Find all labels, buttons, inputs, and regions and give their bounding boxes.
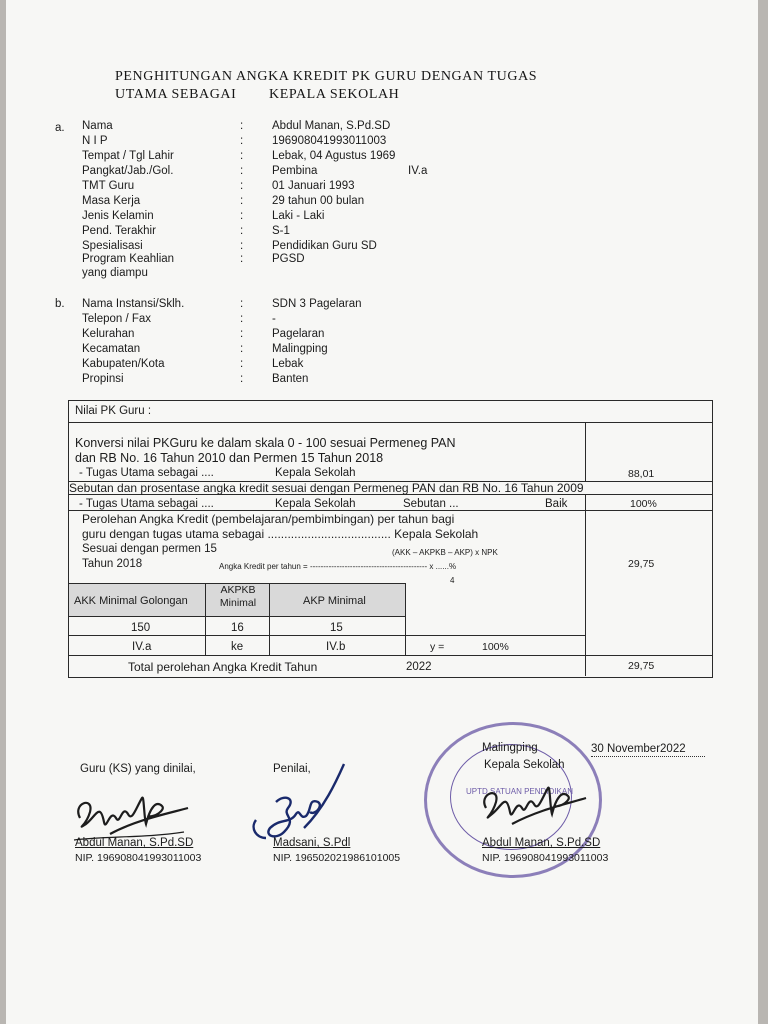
field-colon: :: [240, 165, 244, 177]
field-value: PGSD: [272, 253, 305, 265]
total-year: 2022: [406, 661, 432, 673]
field-label: Telepon / Fax: [82, 313, 152, 325]
field-label: Kabupaten/Kota: [82, 358, 165, 370]
field-value: Banten: [272, 373, 309, 385]
section-a-marker: a.: [55, 122, 65, 134]
field-value: 29 tahun 00 bulan: [272, 195, 365, 207]
sebutan-line1: Sebutan dan prosentase angka kredit sesuai dengan Permeneg PAN dan RB No. 16 Tahun 2009: [69, 481, 584, 495]
field-label: Tempat / Tgl Lahir: [82, 150, 174, 162]
field-colon: :: [240, 240, 244, 252]
inner-cell: ke: [231, 641, 244, 653]
field-colon: :: [240, 298, 244, 310]
right-signer-name: Abdul Manan, S.Pd.SD: [482, 837, 601, 849]
field-colon: :: [240, 195, 244, 207]
field-colon: :: [240, 313, 244, 325]
sign-date: 30 November2022: [591, 743, 686, 755]
field-label: N I P: [82, 135, 108, 147]
field-value: Lebak: [272, 358, 304, 370]
left-signer-name: Abdul Manan, S.Pd.SD: [75, 837, 194, 849]
field-value: Lebak, 04 Agustus 1969: [272, 150, 396, 162]
field-label: Propinsi: [82, 373, 124, 385]
right-signer-title: Kepala Sekolah: [484, 759, 565, 771]
right-signer-nip: NIP. 196908041993011003: [482, 852, 609, 864]
sebutan-line2b: Kepala Sekolah: [275, 498, 356, 510]
field-value: 01 Januari 1993: [272, 180, 355, 192]
section-b-marker: b.: [55, 298, 65, 310]
konversi-value: 88,01: [628, 468, 655, 480]
inner-cell: 15: [330, 622, 343, 634]
field-colon: :: [240, 253, 244, 265]
y-label: y =: [430, 641, 445, 653]
mid-signer-title: Penilai,: [273, 763, 311, 775]
field-colon: :: [240, 343, 244, 355]
document-title-line2a: UTAMA SEBAGAI: [115, 87, 237, 102]
inner-header-akk: AKK Minimal Golongan: [74, 595, 188, 607]
field-label: Program Keahlian: [82, 253, 175, 265]
document-title-line1: PENGHITUNGAN ANGKA KREDIT PK GURU DENGAN TUGAS: [115, 69, 538, 84]
table-header: Nilai PK Guru :: [75, 405, 152, 417]
inner-rule: [68, 616, 405, 617]
field-colon: :: [240, 328, 244, 340]
y-value: 100%: [482, 641, 509, 653]
sebutan-line2d: Baik: [545, 498, 568, 510]
inner-cell: IV.a: [132, 641, 152, 653]
perolehan-line1: Perolehan Angka Kredit (pembelajaran/pembimbingan) per tahun bagi: [82, 512, 455, 526]
sebutan-line2c: Sebutan ...: [403, 498, 459, 510]
field-value: Pembina: [272, 165, 318, 177]
field-label: Kelurahan: [82, 328, 135, 340]
field-value: 196908041993011003: [272, 135, 387, 147]
field-value: SDN 3 Pagelaran: [272, 298, 362, 310]
table-rule: [585, 494, 586, 676]
field-value: Malingping: [272, 343, 328, 355]
table-rule: [68, 422, 713, 423]
field-value: Pendidikan Guru SD: [272, 240, 377, 252]
field-label: Pangkat/Jab./Gol.: [82, 165, 174, 177]
perolehan-line4: Tahun 2018: [82, 558, 143, 570]
total-label: Total perolehan Angka Kredit Tahun: [128, 660, 318, 674]
perolehan-line3: Sesuai dengan permen 15: [82, 543, 217, 555]
field-label: TMT Guru: [82, 180, 135, 192]
field-colon: :: [240, 150, 244, 162]
field-label: Spesialisasi: [82, 240, 143, 252]
mid-signer-name: Madsani, S.Pdl: [273, 837, 351, 849]
field-label: Nama Instansi/Sklh.: [82, 298, 185, 310]
konversi-line1: Konversi nilai PKGuru ke dalam skala 0 - 100 sesuai Permeneg PAN: [75, 436, 456, 450]
perolehan-value: 29,75: [628, 558, 655, 570]
field-label: Jenis Kelamin: [82, 210, 154, 222]
field-label: Kecamatan: [82, 343, 141, 355]
sebutan-line2a: - Tugas Utama sebagai ....: [79, 498, 214, 510]
field-value: -: [272, 313, 276, 325]
inner-rule: [269, 583, 270, 655]
field-value: Abdul Manan, S.Pd.SD: [272, 120, 391, 132]
field-extra-value: IV.a: [408, 165, 428, 177]
field-colon: :: [240, 373, 244, 385]
field-label: Masa Kerja: [82, 195, 141, 207]
konversi-line2: dan RB No. 16 Tahun 2010 dan Permen 15 Tahun 2018: [75, 451, 384, 465]
inner-header-akpkb: AKPKB Minimal: [219, 584, 257, 609]
date-underline: [591, 756, 705, 757]
field-value: Pagelaran: [272, 328, 325, 340]
field-value: Laki - Laki: [272, 210, 325, 222]
formula-numerator: (AKK – AKPKB – AKP) x NPK: [392, 548, 498, 557]
perolehan-line2: guru dengan tugas utama sebagai ..................................... Kepala Sekolah: [82, 527, 479, 541]
sign-place: Malingping: [482, 742, 538, 754]
inner-cell: 16: [231, 622, 244, 634]
inner-header-akp: AKP Minimal: [303, 595, 366, 607]
left-signer-title: Guru (KS) yang dinilai,: [80, 763, 196, 775]
konversi-line3a: - Tugas Utama sebagai ....: [79, 467, 214, 479]
inner-rule: [405, 583, 406, 655]
inner-rule: [68, 635, 586, 636]
stamp-lettering: UPTD SATUAN PENDIDIKAN: [466, 787, 573, 796]
field-label: Nama: [82, 120, 113, 132]
field-label: Pend. Terakhir: [82, 225, 156, 237]
mid-signer-nip: NIP. 196502021986101005: [273, 852, 401, 864]
table-rule: [68, 655, 713, 656]
document-title-line2b: KEPALA SEKOLAH: [269, 87, 400, 102]
document-page: [6, 0, 758, 1024]
field-colon: :: [240, 120, 244, 132]
field-continuation-label: yang diampu: [82, 267, 148, 279]
formula-label: Angka Kredit per tahun = -------------------------------------------- x ......%: [219, 562, 457, 571]
field-colon: :: [240, 210, 244, 222]
total-value: 29,75: [628, 660, 655, 672]
field-colon: :: [240, 225, 244, 237]
inner-cell: 150: [131, 622, 151, 634]
field-value: S-1: [272, 225, 290, 237]
field-colon: :: [240, 180, 244, 192]
left-signer-nip: NIP. 196908041993011003: [75, 852, 202, 864]
inner-cell: IV.b: [326, 641, 346, 653]
field-colon: :: [240, 358, 244, 370]
inner-rule: [205, 583, 206, 655]
sebutan-value: 100%: [630, 498, 657, 510]
field-colon: :: [240, 135, 244, 147]
formula-divisor: 4: [450, 576, 455, 585]
table-rule: [585, 422, 586, 482]
konversi-line3b: Kepala Sekolah: [275, 467, 356, 479]
